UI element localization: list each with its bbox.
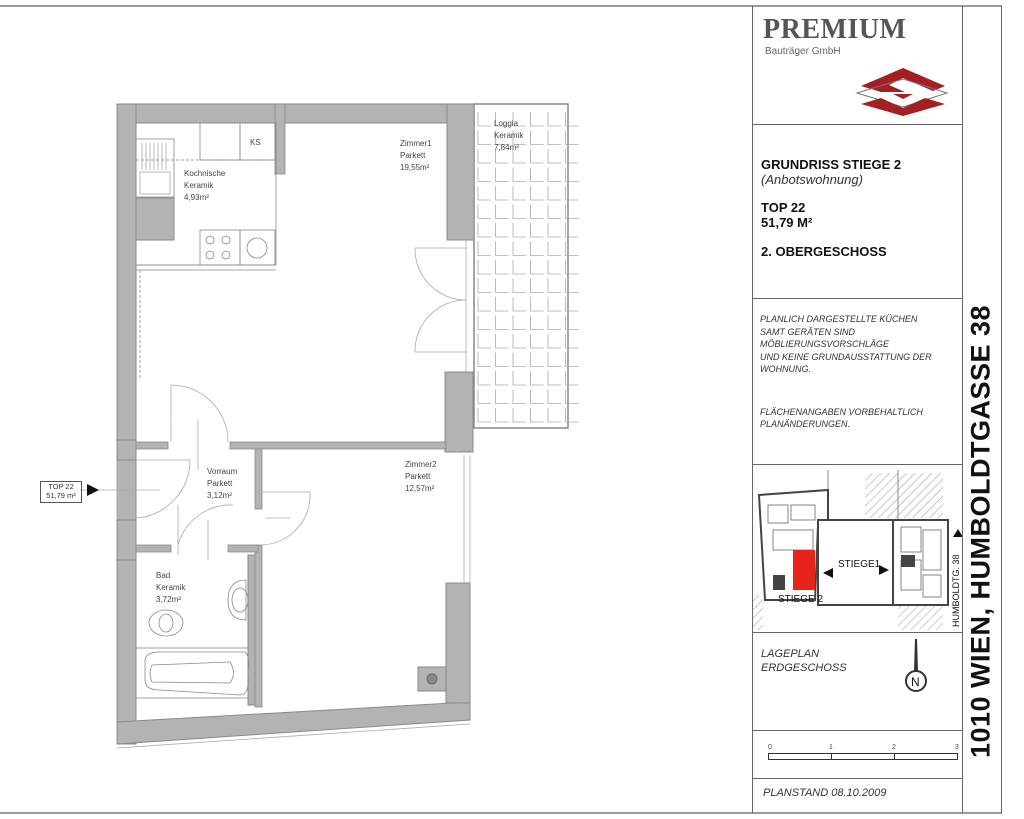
room-name: Bad — [156, 571, 171, 580]
room-floor: Parkett — [400, 151, 426, 160]
room-area: 7,84m² — [494, 143, 519, 152]
room-bad — [156, 570, 185, 606]
heading-section — [753, 125, 962, 299]
room-name: Kochnische — [184, 169, 226, 178]
scale-section — [753, 731, 962, 779]
room-area: 12,57m² — [405, 484, 435, 493]
scale-bar — [768, 744, 959, 760]
room-area: 3,72m² — [156, 595, 181, 604]
north-arrow-icon — [901, 639, 931, 699]
entry-arrow-icon — [87, 484, 99, 496]
scale-tick: 0 — [768, 744, 772, 751]
note-line: PLANÄNDERUNGEN. — [760, 419, 851, 429]
unit-highlight — [793, 550, 815, 590]
svg-text:N: N — [911, 675, 920, 689]
room-floor: Parkett — [405, 472, 431, 481]
plan-subtitle: (Anbotswohnung) — [761, 172, 863, 187]
loggia-tiles — [474, 104, 579, 428]
brand-subtitle: Bauträger GmbH — [765, 46, 841, 57]
address-label: 1010 WIEN, HUMBOLDTGASSE 38 — [965, 304, 996, 759]
note-line: SAMT GERÄTEN SIND — [760, 326, 856, 337]
title-block — [752, 6, 963, 813]
stair2-label: STIEGE 2 — [778, 594, 824, 605]
room-name: Loggia — [494, 119, 519, 128]
site-plan-label: LAGEPLAN — [761, 648, 820, 660]
site-plan-map — [753, 465, 962, 631]
brand-section — [753, 6, 962, 125]
room-floor: Keramik — [156, 583, 186, 592]
entry-area: 51,79 m² — [46, 491, 76, 500]
unit-area: 51,79 M² — [761, 215, 813, 230]
unit-number: TOP 22 — [761, 200, 806, 215]
floor-level: 2. OBERGESCHOSS — [761, 244, 887, 259]
site-plan-level: ERDGESCHOSS — [761, 662, 847, 674]
room-floor: Keramik — [184, 181, 214, 190]
note-line: FLÄCHENANGABEN VORBEHALTLICH — [760, 406, 923, 417]
room-area: 19,55m² — [400, 163, 430, 172]
entry-unit: TOP 22 — [48, 482, 74, 491]
room-kochnische — [184, 168, 225, 204]
brand-logo-icon — [853, 66, 949, 118]
room-name: Zimmer1 — [400, 139, 432, 148]
room-loggia — [494, 118, 523, 154]
room-area: 4,93m² — [184, 193, 209, 202]
plan-title: GRUNDRISS STIEGE 2 — [761, 157, 902, 172]
notes-section — [753, 299, 962, 465]
room-vorraum — [207, 466, 237, 502]
plan-date: PLANSTAND 08.10.2009 — [763, 787, 887, 799]
room-zimmer2 — [405, 459, 437, 495]
scale-tick: 1 — [829, 744, 833, 751]
room-floor: Parkett — [207, 479, 233, 488]
room-area: 3,12m² — [207, 491, 232, 500]
fridge-label: KS — [250, 138, 261, 147]
note-line: UND KEINE GRUNDAUSSTATTUNG DER — [760, 351, 932, 362]
scale-tick: 2 — [892, 744, 896, 751]
room-name: Zimmer2 — [405, 460, 437, 469]
site-plan-section — [753, 465, 962, 633]
street-label: HUMBOLDTG. 38 — [951, 554, 961, 627]
entry-unit-tag — [40, 481, 82, 503]
scale-tick: 3 — [955, 744, 959, 751]
stair1-label: STIEGE1 — [838, 559, 881, 570]
note-line: MÖBLIERUNGSVORSCHLÄGE — [760, 339, 890, 349]
room-zimmer1 — [400, 138, 432, 174]
planstand-section — [753, 779, 962, 813]
address-strip — [961, 6, 1002, 813]
room-name: Vorraum — [207, 467, 238, 476]
note-line: WOHNUNG. — [760, 364, 811, 374]
room-floor: Keramik — [494, 131, 524, 140]
brand-name: PREMIUM — [763, 14, 907, 45]
legend-section — [753, 633, 962, 731]
note-line: PLANLICH DARGESTELLTE KÜCHEN — [760, 314, 918, 324]
